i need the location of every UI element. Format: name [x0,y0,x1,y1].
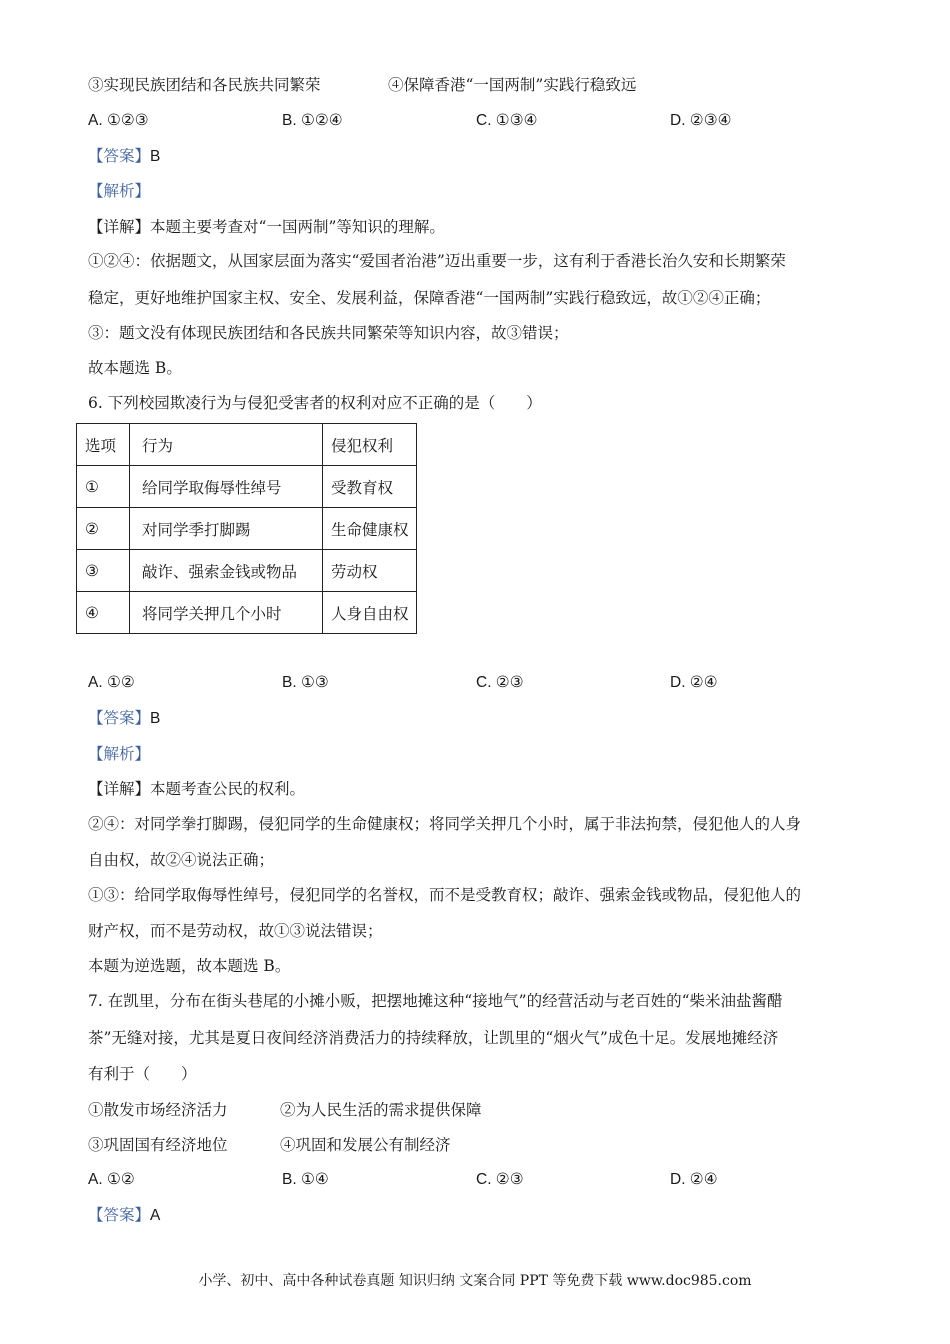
table-cell: ④ [77,592,130,634]
answer-tag: 【答案】 [88,709,151,727]
q5-explanation-2: 稳定，更好地维护国家主权、安全、发展利益，保障香港“一国两制”实践行稳致远，故①②④正确； [88,289,771,307]
q7-option-d: D. ②④ [670,1171,718,1188]
table-header-row [77,424,417,466]
q7-statement-2: ②为人民生活的需求提供保障 [280,1101,482,1119]
q6-detail [88,779,305,799]
q5-explanation-4: 故本题选 B。 [88,359,182,377]
q6-answer [88,708,160,729]
table-cell: 将同学关押几个小时 [130,592,323,634]
header-cell: 侵犯权利 [323,424,417,466]
q7-option-c: C. ②③ [476,1171,524,1188]
q5-option-c: C. ①③④ [476,112,538,129]
q5-analysis-tag: 【解析】 [88,182,151,200]
q5-option-b: B. ①②④ [282,112,343,129]
table-cell: 生命健康权 [323,508,417,550]
answer-value: B [150,148,161,165]
answer-value: A [150,1207,161,1224]
q6-option-a: A. ①② [88,674,135,691]
page-footer: 小学、初中、高中各种试卷真题 知识归纳 文案合同 PPT 等免费下载 www.doc985.com [198,1273,752,1289]
table-cell: 人身自由权 [323,592,417,634]
q7-question-line-1: 7. 在凯里，分布在街头巷尾的小摊小贩，把摆地摊这种“接地气”的经营活动与老百姓的“柴米油盐酱醋 [88,992,783,1010]
table-cell: 敲诈、强索金钱或物品 [130,550,323,592]
q5-option-d: D. ②③④ [670,112,732,129]
answer-tag: 【答案】 [88,147,151,165]
header-cell: 行为 [130,424,323,466]
header-cell: 选项 [77,424,130,466]
table-cell: 对同学季打脚踢 [130,508,323,550]
q6-explanation-3: ①③：给同学取侮辱性绰号，侵犯同学的名誉权，而不是受教育权；敲诈、强索金钱或物品，侵犯他人的 [88,886,802,904]
answer-value: B [150,710,161,727]
q5-detail [88,217,445,237]
q6-explanation-4: 财产权，而不是劳动权，故①③说法错误； [88,922,383,940]
q7-statement-4: ④巩固和发展公有制经济 [280,1136,451,1154]
q5-option-a: A. ①②③ [88,112,149,129]
q6-option-b: B. ①③ [282,674,329,691]
q5-statement-3: ③实现民族团结和各民族共同繁荣 [88,76,321,94]
q7-option-a: A. ①② [88,1171,135,1188]
q6-explanation-5: 本题为逆选题，故本题选 B。 [88,957,291,975]
q6-option-d: D. ②④ [670,674,718,691]
answer-tag: 【答案】 [88,1206,151,1224]
q7-option-b: B. ①④ [282,1171,329,1188]
table-cell: ① [77,466,130,508]
q6-explanation-1: ②④：对同学拳打脚踢，侵犯同学的生命健康权；将同学关押几个小时，属于非法拘禁，侵犯他人的人身 [88,815,802,833]
table-cell: 受教育权 [323,466,417,508]
detail-tag: 【详解】 [88,218,151,236]
q6-option-c: C. ②③ [476,674,524,691]
q5-answer [88,146,160,167]
table-row [77,508,417,550]
detail-tag: 【详解】 [88,780,151,798]
detail-text: 本题主要考查对“一国两制”等知识的理解。 [150,218,445,236]
q7-statement-1: ①散发市场经济活力 [88,1101,228,1119]
table-row [77,466,417,508]
table-cell: 劳动权 [323,550,417,592]
q6-question: 6. 下列校园欺凌行为与侵犯受害者的权利对应不正确的是（ ） [88,394,542,412]
q5-explanation-3: ③：题文没有体现民族团结和各民族共同繁荣等知识内容，故③错误； [88,324,569,342]
q7-question-line-2: 茶”无缝对接，尤其是夏日夜间经济消费活力的持续释放，让凯里的“烟火气”成色十足。发展地摊经济 [88,1029,779,1047]
q7-statement-3: ③巩固国有经济地位 [88,1136,228,1154]
q6-explanation-2: 自由权，故②④说法正确； [88,851,275,869]
table-cell: ③ [77,550,130,592]
q6-table [76,423,417,634]
table-row [77,592,417,634]
table-cell: 给同学取侮辱性绰号 [130,466,323,508]
detail-text: 本题考查公民的权利。 [150,780,306,798]
q7-answer [88,1205,160,1226]
q6-analysis-tag: 【解析】 [88,745,151,763]
table-row [77,550,417,592]
q5-statement-4: ④保障香港“一国两制”实践行稳致远 [388,76,637,94]
table-cell: ② [77,508,130,550]
q7-question-line-3: 有利于（ ） [88,1065,197,1083]
q5-explanation-1: ①②④：依据题文，从国家层面为落实“爱国者治港”迈出重要一步，这有利于香港长治久安和长期繁荣 [88,252,786,270]
